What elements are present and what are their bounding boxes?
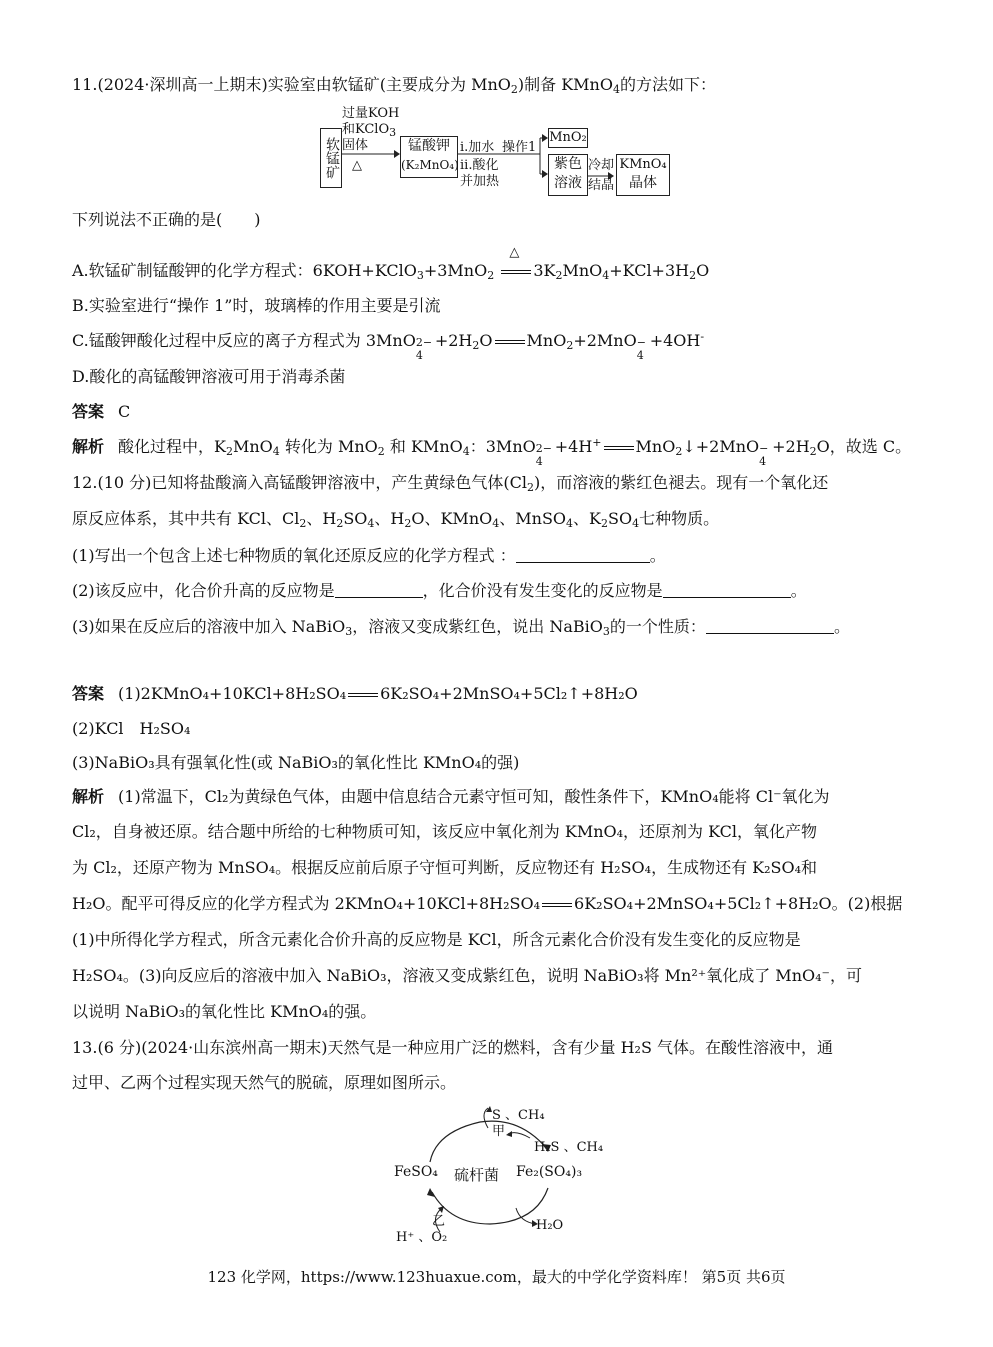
q12-part3: (3)如果在反应后的溶液中加入 NaBiO$_3$，溶液又变成紫红色，说出 NaBiO$_3$的一个性质： 。 xyxy=(72,617,850,638)
q13-stem-line1: 13.(6 分)(2024·山东滨州高一期末)天然气是一种应用广泛的燃料，含有少量 H₂S 气体。在酸性溶液中，通 xyxy=(72,1038,833,1057)
q12-analysis-line4: H₂O。配平可得反应的化学方程式为 2KMnO₄+10KCl+8H₂SO₄ 6K₂SO₄+2MnSO₄+5Cl₂↑+8H₂O。(2)根据 xyxy=(72,894,903,913)
q12-analysis-line1: 解析 (1)常温下，Cl₂为黄绿色气体，由题中信息结合元素守恒可知，酸性条件下，KMnO₄能将 Cl⁻氧化为 xyxy=(72,787,830,806)
answer-blank-3[interactable] xyxy=(706,617,834,634)
q11-option-d: D.酸化的高锰酸钾溶液可用于消毒杀菌 xyxy=(72,367,346,386)
cycle-feso4: FeSO₄ xyxy=(394,1164,438,1180)
q12-answer-line1: 答案 (1)2KMnO₄+10KCl+8H₂SO₄ 6K₂SO₄+2MnSO₄+5Cl₂↑+8H₂O xyxy=(72,684,638,703)
cycle-bacteria: 硫杆菌 xyxy=(454,1166,500,1184)
q13-stem-line2: 过甲、乙两个过程实现天然气的脱硫，原理如图所示。 xyxy=(72,1073,457,1092)
purple-solution-box: 紫色溶液 xyxy=(548,154,588,196)
q12-analysis-line7: 以说明 NaBiO₃的氧化性比 KMnO₄的强。 xyxy=(72,1002,377,1021)
q12-analysis-line5: (1)中所得化学方程式，所含元素化合价升高的反应物是 KCl，所含元素化合价没有发生变化的反应物是 xyxy=(72,930,801,949)
step-water: i.加水 xyxy=(460,140,495,155)
cycle-right-input: H₂S 、CH₄ xyxy=(534,1140,604,1155)
q12-answer-line2: (2)KCl H₂SO₄ xyxy=(72,719,191,738)
cycle-water-output: H₂O xyxy=(536,1218,564,1233)
reagent-koh: 过量KOH xyxy=(342,106,400,121)
q12-answer-line3: (3)NaBiO₃具有强氧化性(或 NaBiO₃的氧化性比 KMnO₄的强) xyxy=(72,753,520,772)
cycle-label-jia: 甲 xyxy=(492,1124,506,1139)
q12-analysis-line2: Cl₂，自身被还原。结合题中所给的七种物质可知，该反应中氧化剂为 KMnO₄，还原剂为 KCl，氧化产物 xyxy=(72,822,818,841)
cycle-label-yi: 乙 xyxy=(432,1214,446,1229)
page-footer: 123 化学网，https://www.123huaxue.com，最大的中学化学资料库！ 第5页 共6页 xyxy=(207,1268,786,1286)
q11-analysis: 解析 酸化过程中，$K_2MnO_4$ 转化为 MnO$_2$ 和 KMnO$_4$：3MnO 2− 4 +4H+ MnO$_2$↓+2MnO − 4 $+2H_2O$，故选 C。 xyxy=(72,436,912,468)
operation-1: 操作1 xyxy=(502,140,537,155)
cycle-top-output: S 、CH₄ xyxy=(492,1108,545,1123)
step-acidify: ii.酸化 xyxy=(460,158,499,173)
mno2-box: MnO₂ xyxy=(548,128,588,148)
reagent-solid: 固体 xyxy=(342,138,369,153)
answer-blank-2b[interactable] xyxy=(663,581,791,598)
q12-part1: (1)写出一个包含上述七种物质的氧化还原反应的化学方程式 ： 。 xyxy=(72,546,666,565)
ore-box: 软锰矿 xyxy=(320,128,342,188)
q11-option-b: B.实验室进行“操作 1”时，玻璃棒的作用主要是引流 xyxy=(72,296,441,315)
kmno4-crystal-box: KMnO₄ 晶体 xyxy=(616,154,670,196)
crystallize-label: 结晶 xyxy=(588,178,615,193)
q11-prompt: 下列说法不正确的是( ) xyxy=(72,210,261,229)
q11-answer: 答案 C xyxy=(72,402,131,421)
q12-analysis-line6: H₂SO₄。(3)向反应后的溶液中加入 NaBiO₃，溶液又变成紫红色，说明 NaBiO₃将 Mn²⁺氧化成了 MnO₄⁻，可 xyxy=(72,966,862,985)
q13-cycle-diagram xyxy=(380,1100,620,1250)
cycle-fe2so43: Fe₂(SO₄)₃ xyxy=(516,1164,583,1180)
q12-stem-line1: 12.(10 分)已知将盐酸滴入高锰酸钾溶液中，产生黄绿色气体$(Cl_2)$，而溶液的紫红色褪去。现有一个氧化还 xyxy=(72,473,829,494)
q11-option-a: A.软锰矿制锰酸钾的化学方程式：6KOH+KClO$_3$+3MnO$_2$ △ $3K_2MnO_4+KCl+3H_2O$ xyxy=(72,245,710,282)
heat-symbol: △ xyxy=(352,158,362,173)
q11-flow-diagram xyxy=(318,104,678,200)
answer-blank-1[interactable] xyxy=(516,546,650,563)
q11-stem: 11.(2024·深圳高一上期末)实验室由软锰矿(主要成分为 MnO$_2$)制备 KMnO$_4$的方法如下： xyxy=(72,75,716,96)
reagent-kclo3: 和KClO$_3$ xyxy=(342,122,397,139)
q11-option-c: C.锰酸钾酸化过程中反应的离子方程式为 3MnO 2− 4 $+2H_2O$ MnO$_2$+2MnO − 4 +4OH- xyxy=(72,330,705,362)
step-heat: 并加热 xyxy=(460,174,500,189)
k2mno4-box: 锰酸钾 (K₂MnO₄) xyxy=(400,136,458,178)
cool-label: 冷却 xyxy=(588,158,615,173)
q12-part2: (2)该反应中，化合价升高的反应物是 ，化合价没有发生变化的反应物是 。 xyxy=(72,581,807,600)
q12-stem-line2: 原反应体系，其中共有 KCl、$Cl_2$、$H_2SO_4$、$H_2O$、KMnO$_4$、MnSO$_4$、$K_2SO_4$七种物质。 xyxy=(72,509,720,530)
q12-analysis-line3: 为 Cl₂，还原产物为 MnSO₄。根据反应前后原子守恒可判断，反应物还有 H₂SO₄，生成物还有 K₂SO₄和 xyxy=(72,858,818,877)
cycle-bottom-input: H⁺ 、O₂ xyxy=(396,1230,448,1245)
answer-blank-2a[interactable] xyxy=(335,581,423,598)
